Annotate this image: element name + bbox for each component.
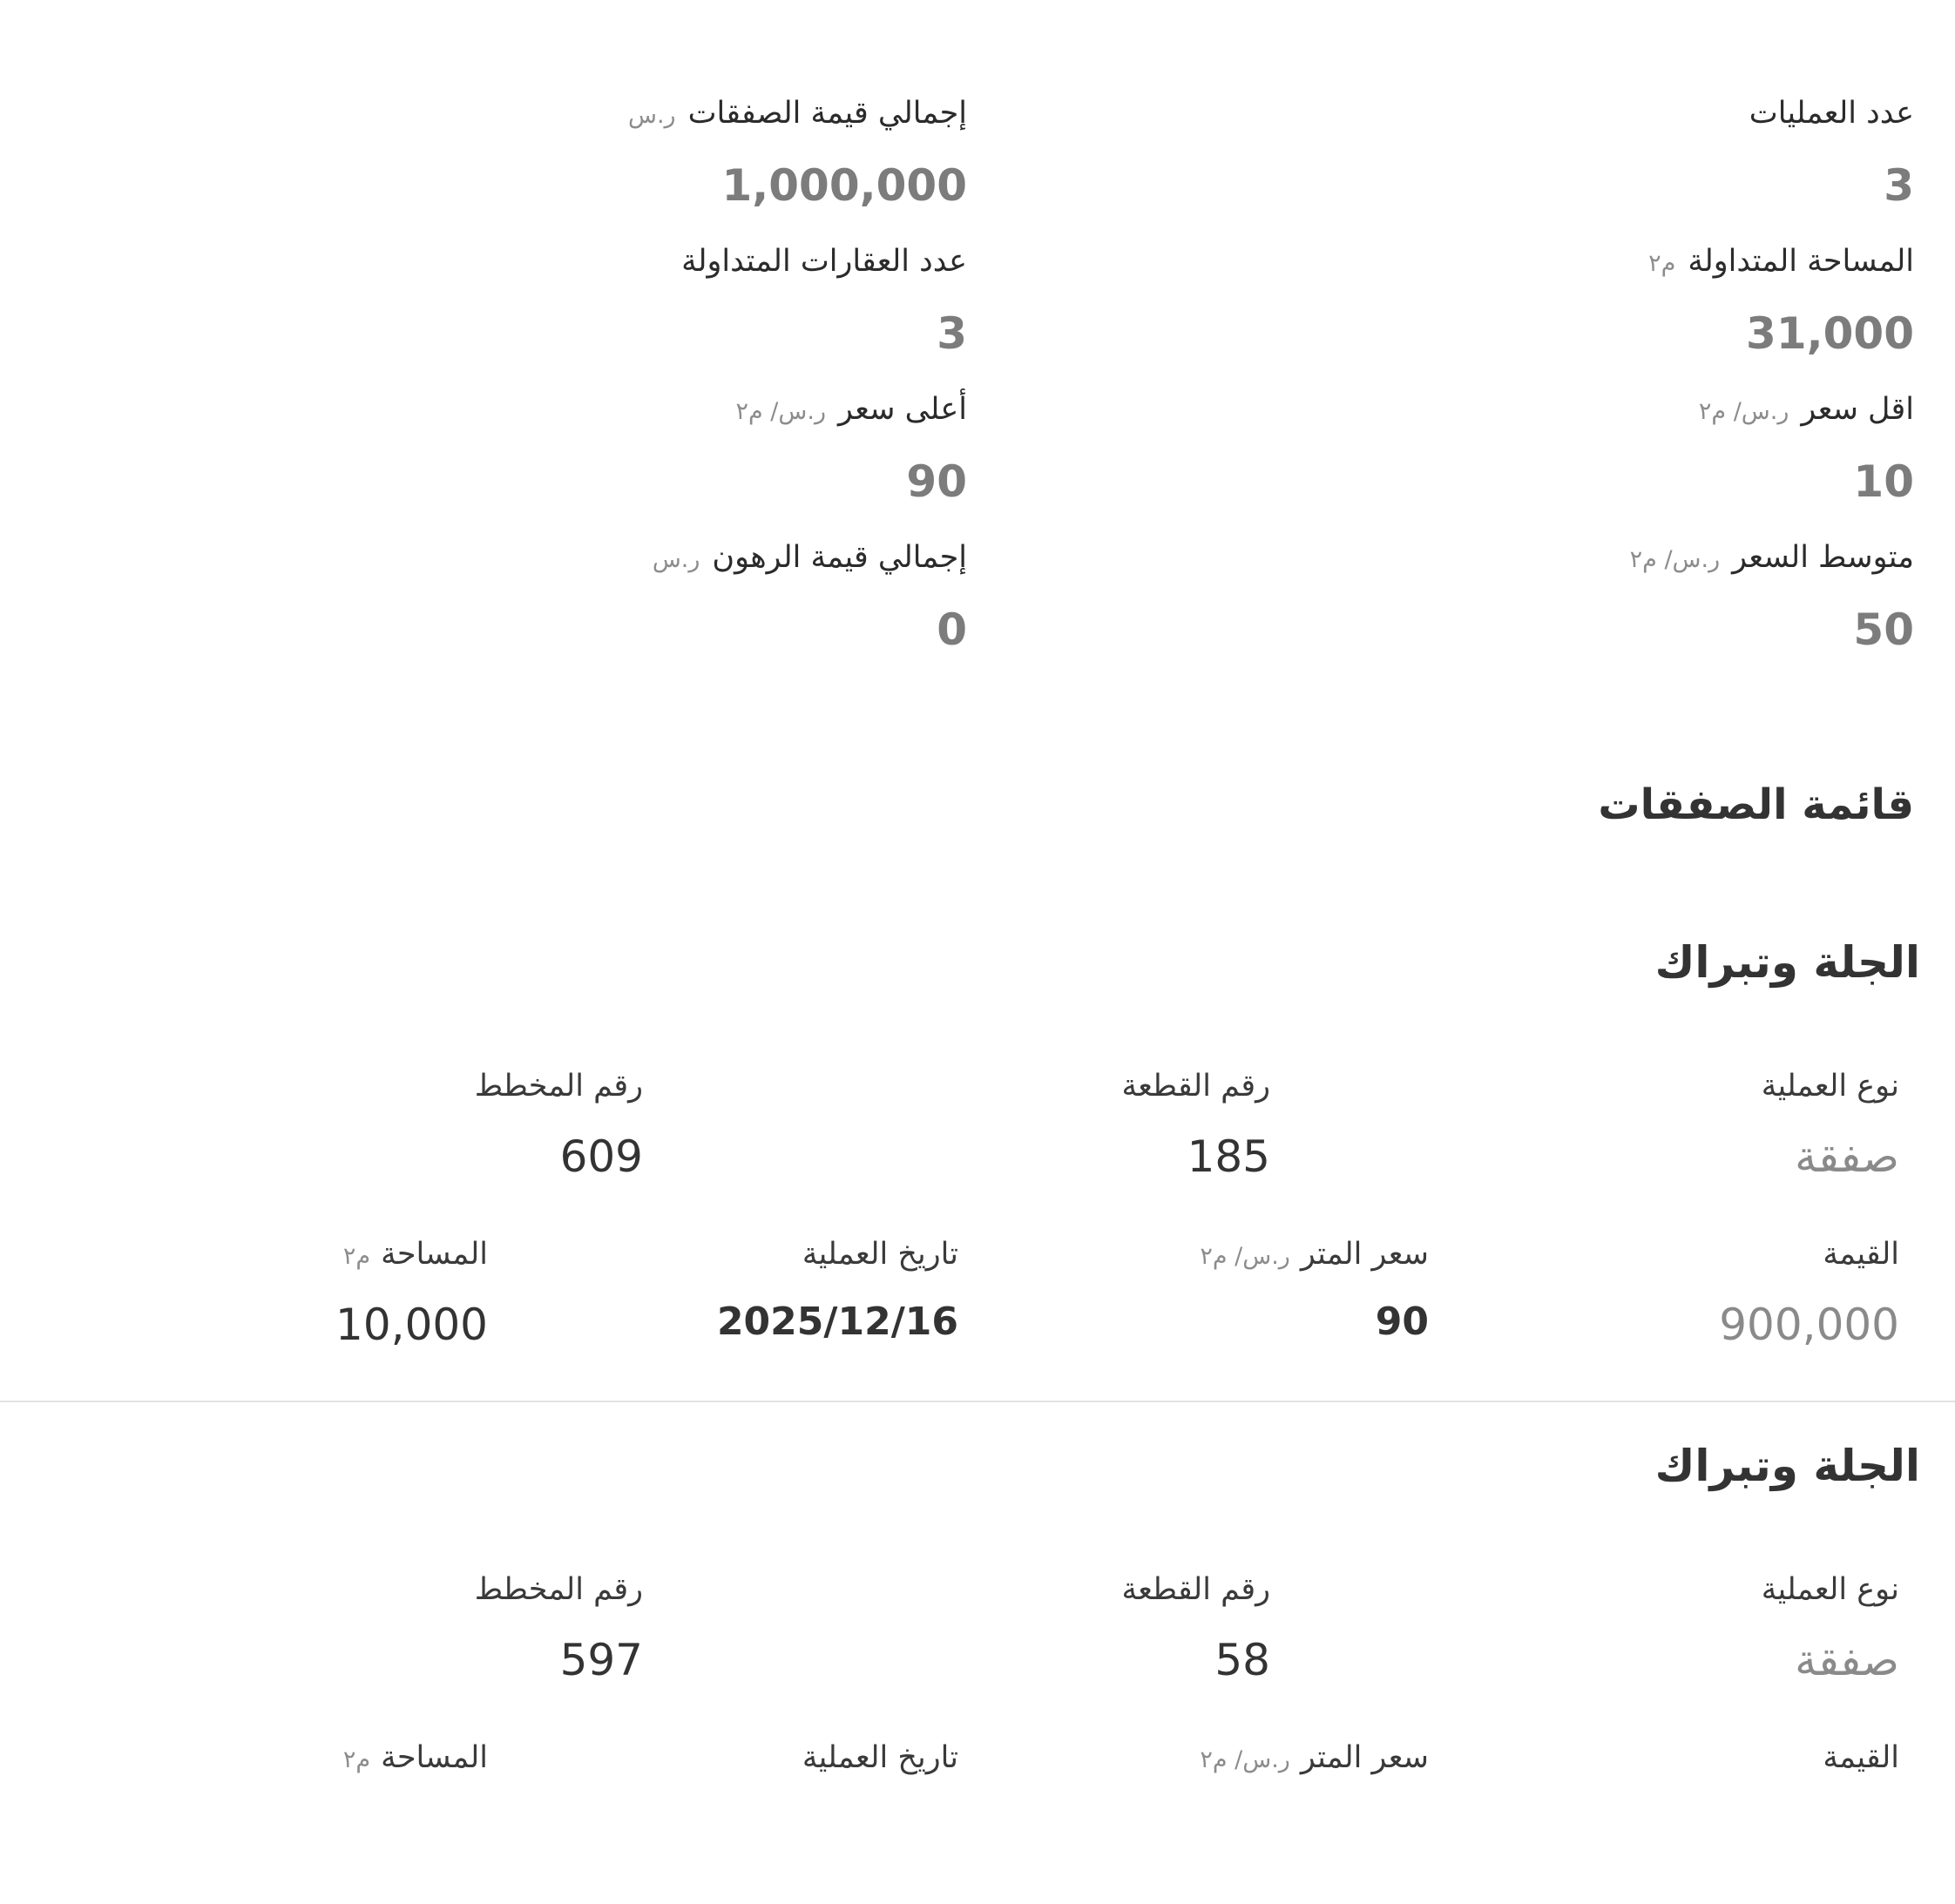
field-piece-number — [852, 1572, 1270, 1685]
summary-stats — [0, 0, 1955, 697]
deal-location-name: الجلة وتبراك — [1654, 937, 1920, 988]
field-unit: ر.س/ م٢ — [1200, 1243, 1290, 1270]
field-value: 900,000 — [1719, 1300, 1899, 1350]
field-operation-date — [540, 1740, 958, 1775]
field-label: تاريخ العملية — [802, 1740, 958, 1775]
deal-card[interactable] — [0, 897, 1955, 1402]
field-value: 597 — [559, 1635, 643, 1685]
field-label: رقم المخطط — [474, 1069, 643, 1104]
stat-value: 1,000,000 — [721, 160, 967, 211]
field-label: القيمة — [1823, 1740, 1899, 1775]
stat-label: عدد العقارات المتداولة — [681, 244, 967, 279]
field-unit: م٢ — [342, 1243, 371, 1270]
stat-min-price — [1304, 392, 1914, 507]
field-label: رقم القطعة — [1121, 1069, 1270, 1104]
field-meter-price — [1011, 1237, 1429, 1344]
field-deal-value — [1481, 1740, 1899, 1775]
field-plan-number — [225, 1069, 643, 1182]
stat-total-deal-value — [357, 96, 967, 211]
stat-value: 10 — [1853, 456, 1914, 507]
field-value: 10,000 — [335, 1300, 488, 1350]
stat-unit: ر.س/ م٢ — [1698, 398, 1789, 425]
stat-avg-price — [1304, 540, 1914, 655]
field-piece-number — [852, 1069, 1270, 1182]
stat-value: 0 — [937, 604, 967, 655]
stat-value: 3 — [1884, 160, 1914, 211]
stat-label: متوسط السعر — [1732, 540, 1914, 575]
field-value: 2025/12/16 — [716, 1300, 958, 1344]
field-label: نوع العملية — [1761, 1069, 1899, 1104]
field-label: المساحة — [381, 1740, 488, 1775]
field-plan-number — [225, 1572, 643, 1685]
field-value: 185 — [1187, 1131, 1270, 1182]
deals-list-title: قائمة الصفقات — [1598, 780, 1914, 829]
stat-label: عدد العمليات — [1749, 96, 1914, 131]
stat-unit: ر.س — [652, 546, 700, 573]
stat-operations-count — [1304, 96, 1914, 211]
field-label: رقم القطعة — [1121, 1572, 1270, 1607]
field-operation-type — [1481, 1069, 1899, 1182]
stat-label: المساحة المتداولة — [1688, 244, 1914, 279]
stat-label: أعلى سعر — [837, 392, 967, 427]
stat-label: إجمالي قيمة الصفقات — [687, 96, 967, 131]
stat-label: إجمالي قيمة الرهون — [712, 540, 967, 575]
stat-traded-area — [1304, 244, 1914, 359]
field-label: رقم المخطط — [474, 1572, 643, 1607]
stat-unit: ر.س/ م٢ — [735, 398, 826, 425]
field-unit: م٢ — [342, 1746, 371, 1773]
stat-total-mortgage-value — [357, 540, 967, 655]
field-unit: ر.س/ م٢ — [1200, 1746, 1290, 1773]
stat-value: 50 — [1853, 604, 1914, 655]
field-value: 90 — [1375, 1300, 1429, 1344]
stat-value: 31,000 — [1746, 308, 1914, 359]
field-value: 609 — [559, 1131, 643, 1182]
field-operation-date — [540, 1237, 958, 1344]
field-label: نوع العملية — [1761, 1572, 1899, 1607]
field-label: القيمة — [1823, 1237, 1899, 1272]
field-value: صفقة — [1795, 1131, 1899, 1182]
field-label: المساحة — [381, 1237, 488, 1272]
stat-traded-properties — [357, 244, 967, 359]
field-label: سعر المتر — [1300, 1237, 1429, 1272]
field-area — [70, 1237, 488, 1350]
stat-unit: ر.س — [628, 102, 676, 129]
field-label: سعر المتر — [1300, 1740, 1429, 1775]
stat-unit: م٢ — [1648, 250, 1676, 277]
field-label: تاريخ العملية — [802, 1237, 958, 1272]
field-meter-price — [1011, 1740, 1429, 1775]
deal-location-name: الجلة وتبراك — [1654, 1441, 1920, 1491]
stat-max-price — [357, 392, 967, 507]
field-value: 58 — [1214, 1635, 1270, 1685]
field-value: صفقة — [1795, 1635, 1899, 1685]
stat-value: 3 — [937, 308, 967, 359]
field-area — [70, 1740, 488, 1775]
stat-unit: ر.س/ م٢ — [1629, 546, 1721, 573]
stat-value: 90 — [906, 456, 967, 507]
stat-label: اقل سعر — [1801, 392, 1914, 427]
field-deal-value — [1481, 1237, 1899, 1350]
field-operation-type — [1481, 1572, 1899, 1685]
deal-card[interactable] — [0, 1401, 1955, 1904]
